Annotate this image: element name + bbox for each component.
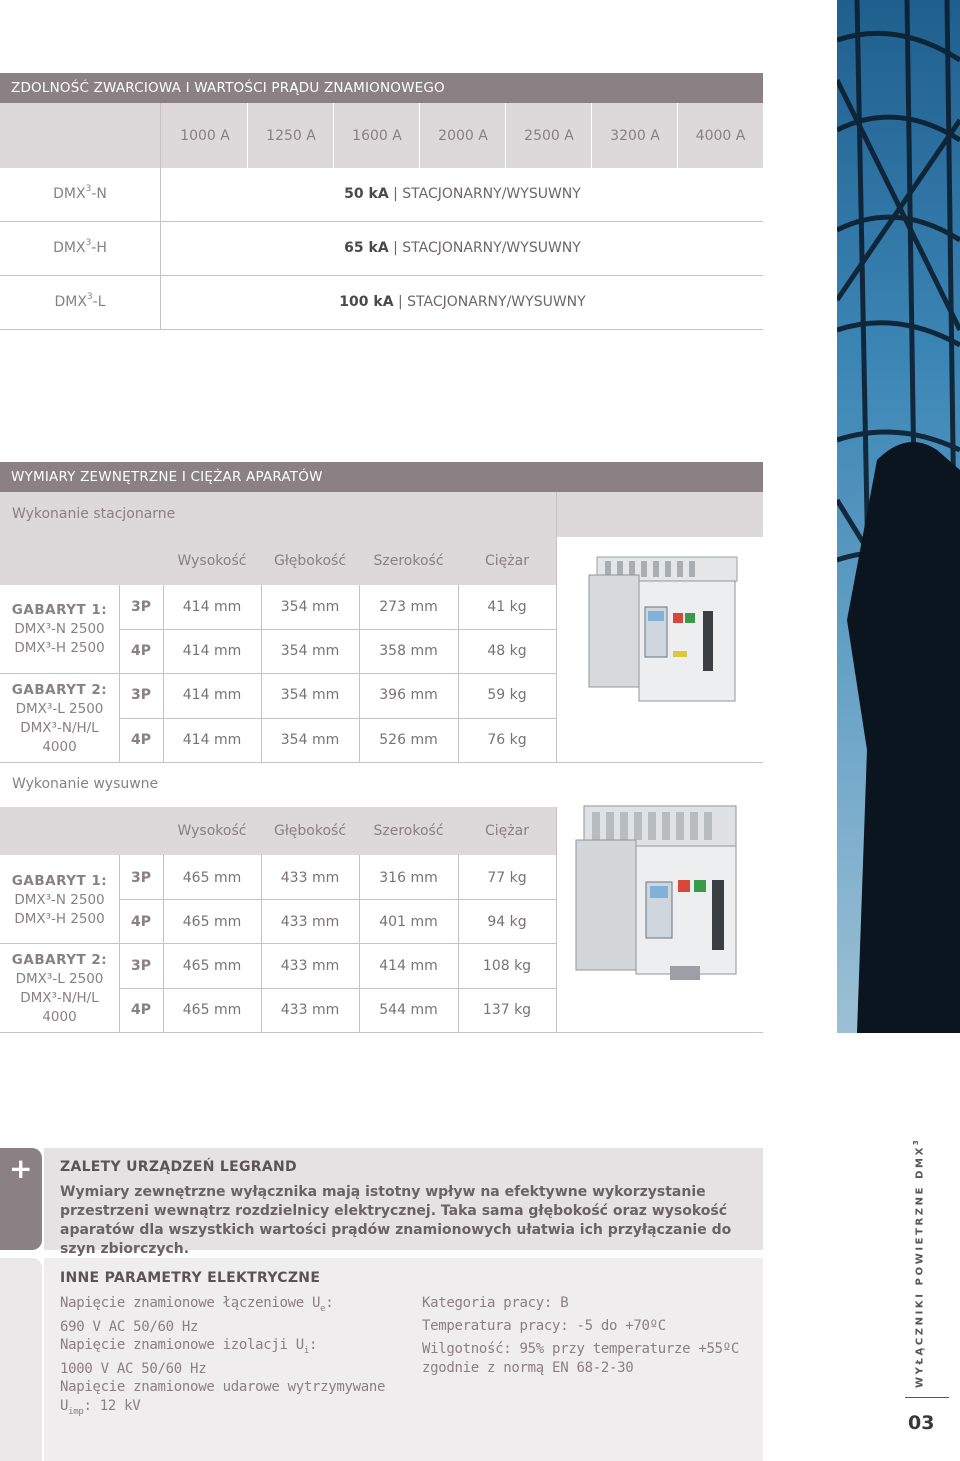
wd-col-depth: Głębokość bbox=[273, 823, 347, 839]
fixed-g1-r2-width: 358 mm bbox=[379, 643, 438, 659]
wd-g2-r1-width: 414 mm bbox=[379, 958, 438, 974]
params-side-tab bbox=[0, 1258, 42, 1461]
current-4000: 4000 A bbox=[695, 127, 746, 144]
wd-gabaryt-2: GABARYT 2: DMX³-L 2500 DMX³-N/H/L 4000 bbox=[11, 952, 108, 1025]
params-title: INNE PARAMETRY ELEKTRYCZNE bbox=[60, 1270, 321, 1286]
model-dmx-l: DMX$^3$-L bbox=[54, 292, 106, 310]
fixed-g2-r2-pole: 4P bbox=[130, 732, 151, 748]
fixed-g1-r2-weight: 48 kg bbox=[487, 643, 527, 659]
wd-g2-r2-width: 544 mm bbox=[379, 1002, 438, 1018]
param-impulse-withstand-voltage: Napięcie znamionowe udarowe wytrzymywane $U_{imp}$: 12 kV bbox=[60, 1379, 386, 1417]
fixed-g2-r1-depth: 354 mm bbox=[280, 687, 340, 703]
param-rated-operational-voltage: Napięcie znamionowe łączeniowe $U_e$: 690 V AC 50/60 Hz bbox=[60, 1295, 334, 1336]
wd-g2-r2-depth: 433 mm bbox=[280, 1002, 340, 1018]
wd-g1-r2-width: 401 mm bbox=[379, 914, 438, 930]
advantages-text: Wymiary zewnętrzne wyłącznika mają istotny wpływ na efektywne wykorzystanie przestrzeni wewnątrz rozdzielnicy elektrycznej. Taka sama głębokość oraz wysokość aparatów dla wszystkich wartości prądów znamionowych ułatwia ich przyłączanie do szyn zbiorczych. bbox=[60, 1184, 732, 1257]
fixed-g2-r1-weight: 59 kg bbox=[487, 687, 527, 703]
wd-g2-r1-weight: 108 kg bbox=[482, 958, 532, 974]
fixed-g1-r2-depth: 354 mm bbox=[280, 643, 340, 659]
fixed-col-weight: Ciężar bbox=[485, 553, 529, 569]
dimensions-section-header: WYMIARY ZEWNĘTRZNE I CIĘŻAR APARATÓW bbox=[0, 462, 763, 492]
wd-g1-r1-depth: 433 mm bbox=[280, 870, 340, 886]
background-photo bbox=[837, 0, 960, 1033]
fixed-col-width: Szerokość bbox=[373, 553, 444, 569]
page-number: 03 bbox=[908, 1412, 935, 1434]
sidebar-divider bbox=[905, 1397, 949, 1398]
wd-g1-r1-height: 465 mm bbox=[182, 870, 242, 886]
param-humidity: Wilgotność: 95% przy temperaturze +55ºC bbox=[422, 1341, 740, 1357]
wd-g2-r1-pole: 3P bbox=[130, 958, 151, 974]
plus-icon: + bbox=[9, 1152, 33, 1185]
current-1250: 1250 A bbox=[266, 127, 316, 144]
wd-g2-r1-depth: 433 mm bbox=[280, 958, 340, 974]
fixed-g1-r2-pole: 4P bbox=[130, 643, 151, 659]
wd-col-weight: Ciężar bbox=[485, 823, 529, 839]
fixed-g1-r2-height: 414 mm bbox=[182, 643, 242, 659]
fixed-g1-r1-width: 273 mm bbox=[379, 599, 438, 615]
fixed-g1-r1-pole: 3P bbox=[130, 599, 151, 615]
wd-col-width: Szerokość bbox=[373, 823, 444, 839]
current-1600: 1600 A bbox=[352, 127, 402, 144]
current-2500: 2500 A bbox=[524, 127, 574, 144]
fixed-g2-r2-height: 414 mm bbox=[182, 732, 242, 748]
param-rated-insulation-voltage: Napięcie znamionowe izolacji $U_i$: 1000 V AC 50/60 Hz bbox=[60, 1337, 318, 1378]
current-2000: 2000 A bbox=[438, 127, 488, 144]
model-dmx-n: DMX$^3$-N bbox=[53, 184, 107, 202]
current-3200: 3200 A bbox=[610, 127, 660, 144]
model-dmx-h: DMX$^3$-H bbox=[53, 238, 107, 256]
current-1000: 1000 A bbox=[180, 127, 230, 144]
fixed-g2-r1-height: 414 mm bbox=[182, 687, 242, 703]
param-humidity-standard: zgodnie z normą EN 68-2-30 bbox=[422, 1360, 634, 1376]
fixed-breaker-image bbox=[585, 545, 745, 705]
param-operating-temperature: Temperatura pracy: -5 do +70ºC bbox=[422, 1318, 666, 1334]
rating-dmx-n: 50 kA | STACJONARNY/WYSUWNY bbox=[344, 186, 581, 202]
wd-g1-r2-weight: 94 kg bbox=[487, 914, 527, 930]
advantages-title: ZALETY URZĄDZEŃ LEGRAND bbox=[60, 1159, 297, 1175]
fixed-g2-r2-width: 526 mm bbox=[379, 732, 438, 748]
fixed-version-label: Wykonanie stacjonarne bbox=[12, 506, 176, 522]
fixed-g2-r2-weight: 76 kg bbox=[487, 732, 527, 748]
fixed-gabaryt-2: GABARYT 2: DMX³-L 2500 DMX³-N/H/L 4000 bbox=[11, 682, 108, 755]
fixed-gabaryt-1: GABARYT 1: DMX³-N 2500 DMX³-H 2500 bbox=[11, 602, 108, 656]
fixed-g1-r1-depth: 354 mm bbox=[280, 599, 340, 615]
wd-g1-r1-width: 316 mm bbox=[379, 870, 438, 886]
wd-g2-r2-pole: 4P bbox=[130, 1002, 151, 1018]
wd-gabaryt-1: GABARYT 1: DMX³-N 2500 DMX³-H 2500 bbox=[11, 873, 108, 927]
fixed-g1-r1-weight: 41 kg bbox=[487, 599, 527, 615]
rating-dmx-h: 65 kA | STACJONARNY/WYSUWNY bbox=[344, 240, 581, 256]
fixed-g1-r1-height: 414 mm bbox=[182, 599, 242, 615]
wd-g2-r2-height: 465 mm bbox=[182, 1002, 242, 1018]
fixed-g2-r1-pole: 3P bbox=[130, 687, 151, 703]
withdrawable-version-label: Wykonanie wysuwne bbox=[12, 776, 159, 792]
param-utilization-category: Kategoria pracy: B bbox=[422, 1295, 569, 1311]
fixed-col-depth: Głębokość bbox=[273, 553, 347, 569]
wd-g1-r2-pole: 4P bbox=[130, 914, 151, 930]
wd-g1-r2-depth: 433 mm bbox=[280, 914, 340, 930]
fixed-col-height: Wysokość bbox=[177, 553, 247, 569]
short-circuit-section-header: ZDOLNOŚĆ ZWARCIOWA I WARTOŚCI PRĄDU ZNAMIONOWEGO bbox=[0, 73, 763, 103]
wd-g1-r1-weight: 77 kg bbox=[487, 870, 527, 886]
sidebar-vertical-title: WYŁĄCZNIKI POWIETRZNE DMX$^3$ bbox=[912, 1137, 926, 1388]
wd-g2-r1-height: 465 mm bbox=[182, 958, 242, 974]
fixed-g2-r2-depth: 354 mm bbox=[280, 732, 340, 748]
fixed-g2-r1-width: 396 mm bbox=[379, 687, 438, 703]
current-ratings-row bbox=[162, 103, 763, 168]
rating-dmx-l: 100 kA | STACJONARNY/WYSUWNY bbox=[339, 294, 586, 310]
wd-g2-r2-weight: 137 kg bbox=[482, 1002, 532, 1018]
wd-g1-r2-height: 465 mm bbox=[182, 914, 242, 930]
withdrawable-breaker-image bbox=[570, 800, 750, 985]
wd-g1-r1-pole: 3P bbox=[130, 870, 151, 886]
wd-col-height: Wysokość bbox=[177, 823, 247, 839]
